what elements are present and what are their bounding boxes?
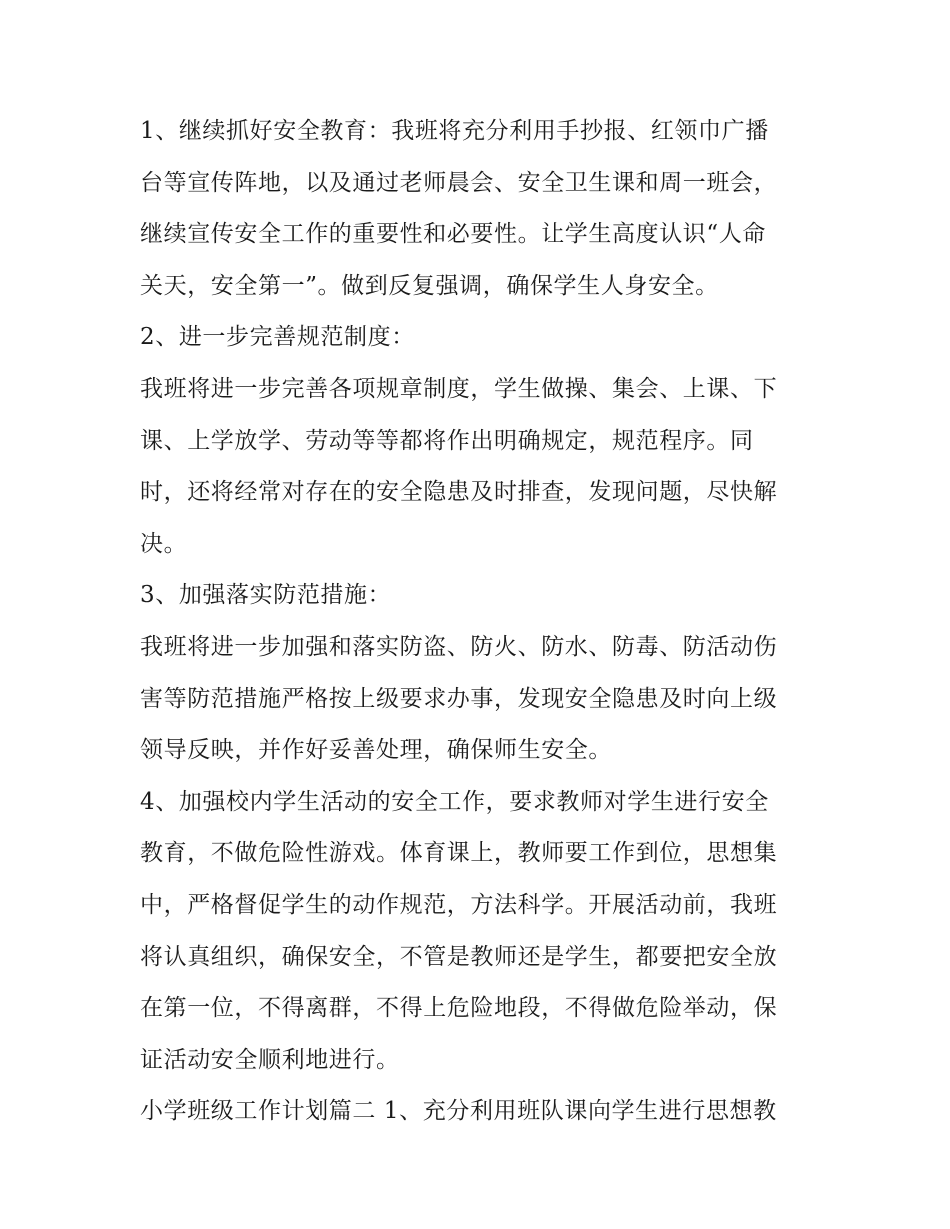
document-body: [140, 106, 820, 1138]
text-line: 时，还将经常对存在的安全隐患及时排查，发现问题，尽快解: [140, 479, 778, 506]
text-line: 中，严格督促学生的动作规范，方法科学。开展活动前，我班: [140, 891, 778, 918]
text-line: 继续宣传安全工作的重要性和必要性。让学生高度认识“人命: [140, 221, 766, 248]
text-line: 将认真组织，确保安全，不管是教师还是学生，都要把安全放: [140, 943, 778, 970]
text-line: 我班将进一步完善各项规章制度，学生做操、集会、上课、下: [140, 375, 778, 402]
text-line: 4、加强校内学生活动的安全工作，要求教师对学生进行安全: [140, 788, 769, 815]
text-line: 教育，不做危险性游戏。体育课上，教师要工作到位，思想集: [140, 840, 778, 867]
text-line: 小学班级工作计划篇二 1、充分利用班队课向学生进行思想教: [140, 1098, 777, 1125]
text-line: 课、上学放学、劳动等等都将作出明确规定，规范程序。同: [140, 427, 754, 454]
text-line: 领导反映，并作好妥善处理，确保师生安全。: [140, 737, 612, 764]
text-line: 证活动安全顺利地进行。: [140, 1046, 400, 1073]
text-line: 决。: [140, 530, 188, 557]
section-heading: 2、进一步完善规范制度：: [140, 324, 415, 351]
section-heading: 3、加强落实防范措施：: [140, 582, 392, 609]
text-line: 害等防范措施严格按上级要求办事，发现安全隐患及时向上级: [140, 685, 778, 712]
text-line: 我班将进一步加强和落实防盗、防火、防水、防毒、防活动伤: [140, 633, 778, 660]
text-line: 1、继续抓好安全教育：我班将充分利用手抄报、红领巾广播: [140, 118, 769, 144]
text-line: 在第一位，不得离群，不得上危险地段，不得做危险举动，保: [140, 995, 778, 1022]
text-line: 台等宣传阵地，以及通过老师晨会、安全卫生课和周一班会，: [140, 169, 778, 196]
text-line: 关天，安全第一”。做到反复强调，确保学生人身安全。: [140, 272, 719, 299]
